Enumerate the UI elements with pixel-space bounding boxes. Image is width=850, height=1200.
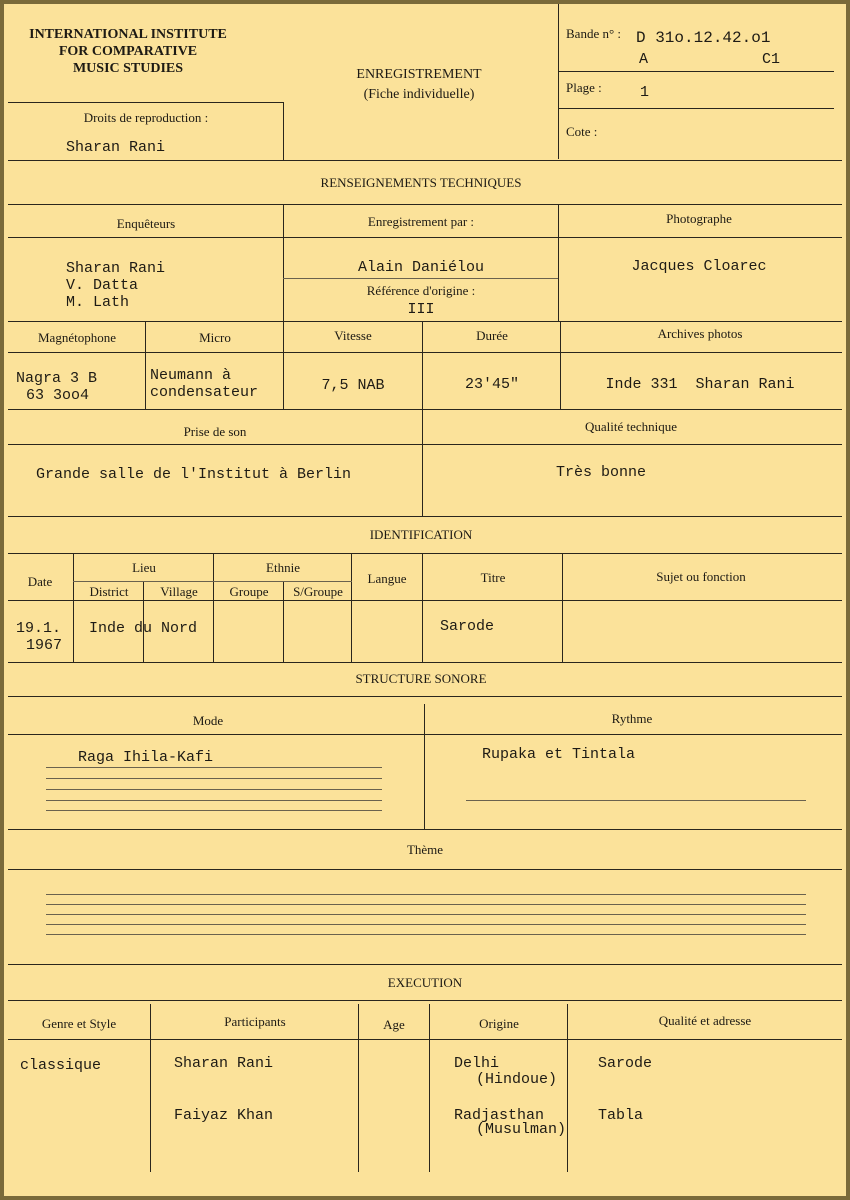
date-label: Date [27,574,53,589]
institute-line2: FOR COMPARATIVE [58,44,198,59]
form-title: ENREGISTREMENT [356,67,482,82]
magnetophone-value [16,370,97,404]
ethnie-label: Ethnie [266,560,300,575]
micro-line1: Neumann à [150,367,232,384]
qualite-adresse-label: Qualité et adresse [658,1013,752,1028]
magnetophone-label: Magnétophone [38,330,116,345]
age-label: Age [383,1017,405,1032]
prise-label: Prise de son [183,424,247,439]
origine-label: Origine [479,1016,519,1031]
theme-label: Thème [406,842,444,857]
vitesse-label: Vitesse [334,328,372,343]
date-line1: 19.1. [16,620,62,637]
titre-label: Titre [480,570,506,585]
form-title-block [304,65,534,105]
archives-label: Archives photos [657,326,743,341]
plage-value: 1 [640,84,650,101]
duree-label: Durée [476,328,508,343]
district-label: District [89,584,129,599]
vitesse-value: 7,5 NAB [321,377,385,394]
droits-label: Droits de reproduction : [83,110,209,125]
enqueteurs-list [66,260,165,311]
plage-label: Plage : [566,80,602,95]
fiche-card [4,4,846,1196]
lieu-label: Lieu [132,560,156,575]
bande-code: C1 [762,51,781,68]
bande-label: Bande n° : [566,26,622,41]
qualite-1: Sarode [598,1055,653,1072]
enqueteurs-label: Enquêteurs [116,216,176,231]
langue-label: Langue [367,571,407,586]
form-subtitle: (Fiche individuelle) [363,87,475,102]
groupe-label: Groupe [229,584,269,599]
duree-value: 23'45" [464,376,519,393]
participant-1: Sharan Rani [174,1055,274,1072]
section-execution: EXECUTION [387,975,463,990]
rythme-value: Rupaka et Tintala [482,746,636,763]
enqueteur-1: Sharan Rani [66,260,166,277]
mode-label: Mode [192,713,224,728]
micro-value [150,367,258,401]
cote-label: Cote : [566,124,598,139]
participants-label: Participants [224,1014,286,1029]
origine-2: Radjasthan [454,1107,545,1124]
micro-label: Micro [199,330,231,345]
photographe-label: Photographe [666,211,732,226]
prise-value: Grande salle de l'Institut à Berlin [36,466,352,483]
participant-2: Faiyaz Khan [174,1107,274,1124]
date-value [16,620,62,654]
archives-value: Inde 331 Sharan Rani [605,376,795,393]
droits-value: Sharan Rani [66,139,166,156]
genre-value: classique [20,1057,102,1074]
institute-name [8,26,248,77]
section-structure: STRUCTURE SONORE [355,671,487,686]
lieu-value: Inde du Nord [89,620,198,637]
rythme-label: Rythme [611,711,653,726]
qualite-technique-label: Qualité technique [584,419,678,434]
institute-line3: MUSIC STUDIES [72,61,184,76]
origine-sub-2: (Musulman) [476,1121,567,1138]
reference-value: III [407,301,435,318]
section-identification: IDENTIFICATION [369,527,473,542]
sujet-label: Sujet ou fonction [656,569,746,584]
section-technique: RENSEIGNEMENTS TECHNIQUES [320,175,522,190]
genre-label: Genre et Style [41,1016,117,1031]
enqueteur-2: V. Datta [66,277,139,294]
enregistrement-label: Enregistrement par : [367,214,475,229]
origine-sub-1: (Hindoue) [476,1071,558,1088]
micro-line2: condensateur [150,384,259,401]
date-line2: 1967 [26,637,63,654]
mode-value: Raga Ihila-Kafi [78,749,214,766]
village-label: Village [160,584,198,599]
titre-value: Sarode [440,618,495,635]
photographe-value: Jacques Cloarec [631,258,767,275]
reference-label: Référence d'origine : [366,283,476,298]
magnetophone-line2: 63 3oo4 [26,387,90,404]
magnetophone-line1: Nagra 3 B [16,370,98,387]
origine-1: Delhi [454,1055,500,1072]
enqueteur-3: M. Lath [66,294,130,311]
bande-value: D 31o.12.42.o1 [636,29,771,47]
sgroupe-label: S/Groupe [293,584,343,599]
bande-side: A [639,51,649,68]
qualite-2: Tabla [598,1107,644,1124]
enregistrement-value: Alain Daniélou [357,259,485,276]
institute-line1: INTERNATIONAL INSTITUTE [29,27,227,42]
qualite-technique-value: Très bonne [555,464,646,481]
